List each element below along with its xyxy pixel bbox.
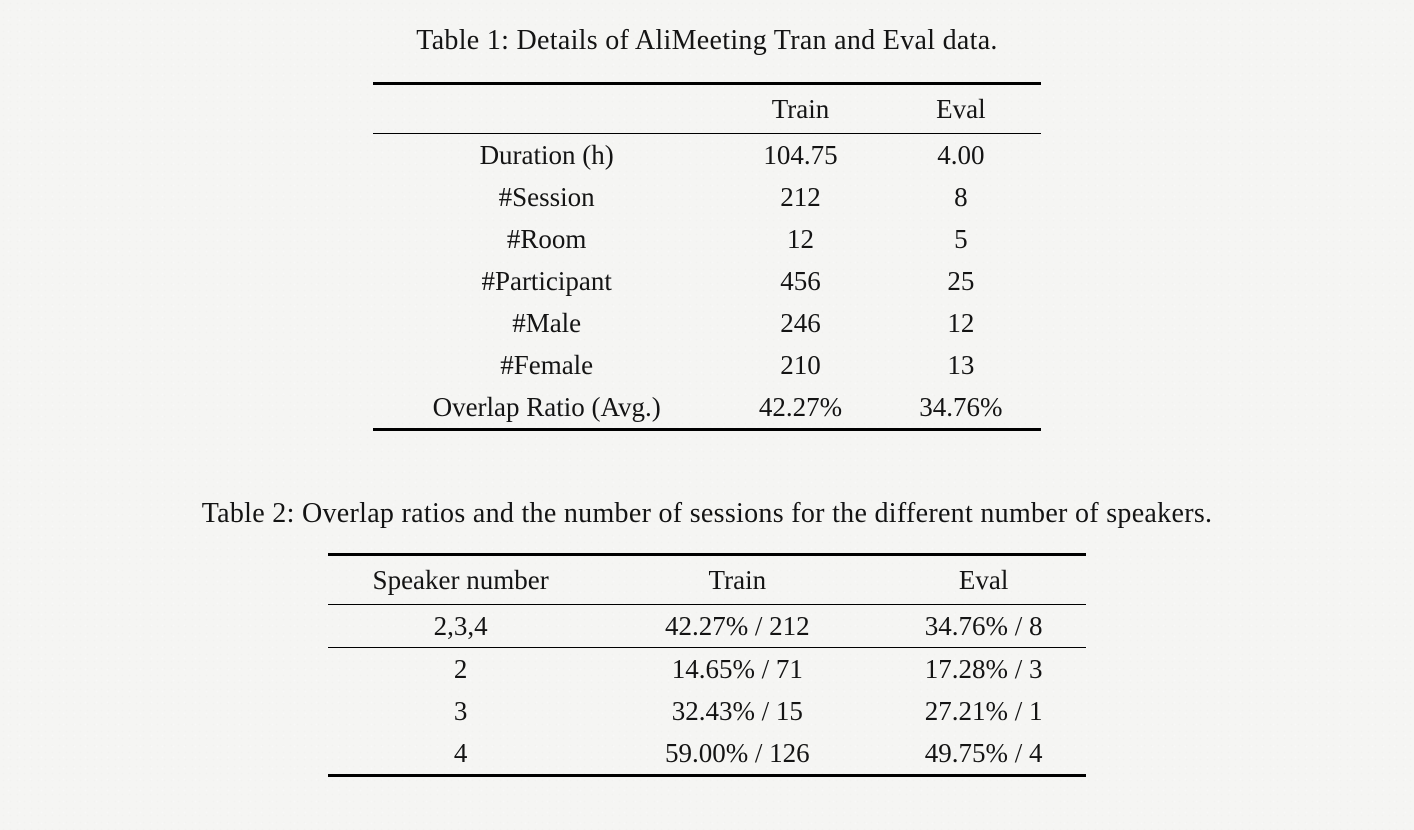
row-label: Overlap Ratio (Avg.) — [432, 392, 661, 422]
table-header-row — [328, 555, 1086, 605]
table-row — [328, 690, 1086, 732]
table1 — [373, 82, 1041, 431]
train-value: 212 — [780, 182, 821, 212]
table-row — [373, 134, 1041, 177]
table2-header — [328, 555, 1086, 605]
table-row — [373, 344, 1041, 386]
eval-value: 13 — [947, 350, 975, 380]
train-value: 42.27% — [758, 392, 843, 422]
train-value: 104.75 — [763, 140, 838, 170]
row-label: #Male — [512, 308, 582, 338]
table2-header-eval: Eval — [958, 565, 1009, 595]
eval-value: 5 — [954, 224, 968, 254]
row-label: #Session — [498, 182, 595, 212]
speaker-number: 2,3,4 — [433, 611, 488, 641]
table1-caption: Table 1: Details of AliMeeting Tran and Eval data. — [416, 25, 998, 56]
table2-header-speaker-number: Speaker number — [372, 565, 549, 595]
table1-header-eval: Eval — [936, 94, 986, 124]
speaker-number: 3 — [453, 696, 468, 726]
eval-value: 17.28% / 3 — [924, 654, 1043, 684]
table-header-row — [373, 84, 1041, 134]
table-row — [328, 648, 1086, 691]
table-row — [373, 218, 1041, 260]
table1-header-train: Train — [771, 94, 830, 124]
table1-body — [373, 134, 1041, 430]
speaker-number: 2 — [453, 654, 468, 684]
eval-value: 27.21% / 1 — [924, 696, 1043, 726]
table2-body — [328, 605, 1086, 776]
train-value: 32.43% / 15 — [671, 696, 803, 726]
eval-value: 49.75% / 4 — [924, 738, 1043, 768]
train-value: 210 — [780, 350, 821, 380]
table-row — [373, 260, 1041, 302]
row-label: Duration (h) — [479, 140, 614, 170]
train-value: 42.27% / 212 — [664, 611, 810, 641]
train-value: 456 — [780, 266, 821, 296]
table-row — [373, 176, 1041, 218]
table2 — [328, 553, 1086, 777]
table1-header-blank — [373, 84, 720, 134]
table1-header — [373, 84, 1041, 134]
train-value: 246 — [780, 308, 821, 338]
row-label: #Room — [506, 224, 587, 254]
eval-value: 25 — [947, 266, 975, 296]
train-value: 59.00% / 126 — [664, 738, 810, 768]
row-label: #Participant — [481, 266, 612, 296]
train-value: 12 — [787, 224, 815, 254]
table2-caption: Table 2: Overlap ratios and the number of sessions for the different number of speakers. — [201, 498, 1213, 529]
table-row — [328, 605, 1086, 648]
table-row — [328, 732, 1086, 776]
table-row — [373, 386, 1041, 430]
table-row — [373, 302, 1041, 344]
train-value: 14.65% / 71 — [671, 654, 803, 684]
eval-value: 8 — [954, 182, 968, 212]
row-label: #Female — [500, 350, 594, 380]
eval-value: 34.76% — [919, 392, 1003, 422]
eval-value: 34.76% / 8 — [924, 611, 1043, 641]
speaker-number: 4 — [453, 738, 468, 768]
eval-value: 12 — [947, 308, 975, 338]
table2-header-train: Train — [708, 565, 767, 595]
eval-value: 4.00 — [937, 140, 985, 170]
